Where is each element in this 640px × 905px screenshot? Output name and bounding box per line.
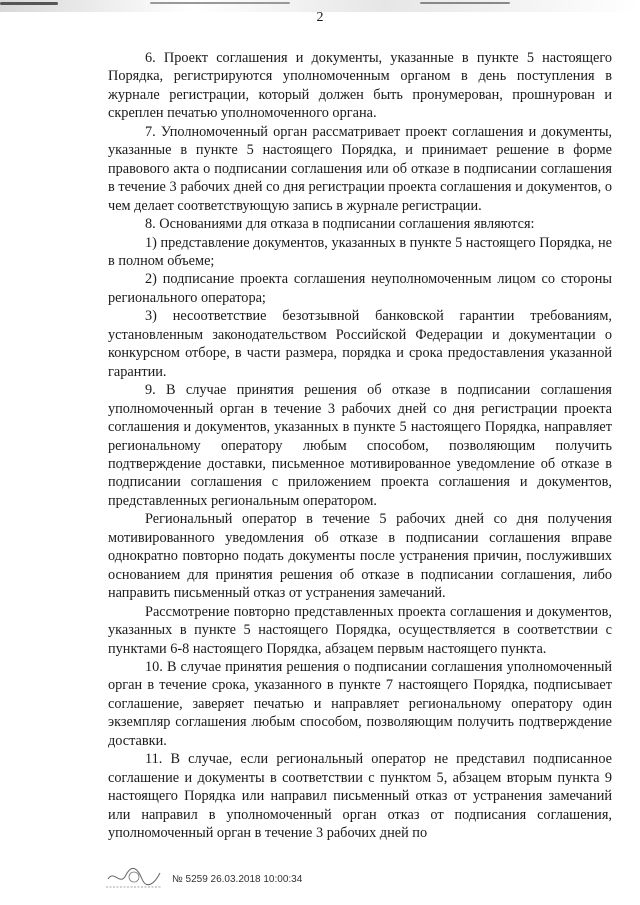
paragraph: Рассмотрение повторно представленных проекта соглашения и документов, указанных в пункте 5 настоящего Порядка, осуществляется в соответствии с пунктами 6-8 настоящего Порядка, абзацем первым настоящего пункта. (108, 603, 612, 657)
paragraph: 11. В случае, если региональный оператор не представил подписанное соглашение и документы в соответствии с пунктом 5, абзацем вторым пункта 9 настоящего Порядка или направил письменный отказ от устранения замечаний или направил в уполномоченный орган отказ от подписания соглашения, уполномоченный орган в течение 3 рабочих дней по (108, 751, 612, 842)
paragraph: 3) несоответствие безотзывной банковской гарантии требованиям, установленным законодательством Российской Федерации и документации о конкурсном отборе, в части размера, порядка и срока предоставления указанной гарантии. (108, 308, 612, 380)
paragraph: 10. В случае принятия решения о подписании соглашения уполномоченный орган в течение срока, указанного в пункте 7 настоящего Порядка, подписывает соглашение, заверяет печатью и направляет региональному оператору один экземпляр соглашения любым способом, позволяющим получить подтверждение доставки. (108, 658, 612, 749)
registration-number: № 5259 26.03.2018 10:00:34 (172, 874, 303, 885)
scan-streak (420, 2, 510, 4)
scan-streak (150, 2, 290, 4)
scan-streak (0, 2, 58, 5)
registration-footer (104, 865, 404, 895)
paragraph: 7. Уполномоченный орган рассматривает проект соглашения и документы, указанные в пункте 5 настоящего Порядка, и принимает решение в форме правового акта о подписании соглашения или об отказе в подписании соглашения в течение 3 рабочих дней со дня регистрации проекта соглашения и документов, о чем делает соответствующую запись в журнале регистрации. (108, 123, 612, 214)
paragraph: 6. Проект соглашения и документы, указанные в пункте 5 настоящего Порядка, регистрируются уполномоченным органом в день поступления в журнале регистрации, который должен быть пронумерован, прошнурован и скреплен печатью уполномоченного органа. (108, 50, 612, 122)
document-body (108, 49, 612, 842)
paragraph: 1) представление документов, указанных в пункте 5 настоящего Порядка, не в полном объеме; (108, 234, 612, 269)
paragraph: Региональный оператор в течение 5 рабочих дней со дня получения мотивированного уведомления об отказе в подписании соглашения вправе однократно повторно подать документы после устранения причин, послуживших основанием для принятия решения об отказе в подписании соглашения, либо направить письменный отказ от устранения замечаний. (108, 511, 612, 602)
paragraph: 9. В случае принятия решения об отказе в подписании соглашения уполномоченный орган в течение 3 рабочих дней со дня регистрации проекта соглашения и документов, указанных в пункте 5 настоящего Порядка, направляет региональному оператору любым способом, позволяющим получить подтверждение доставки, письменное мотивированное уведомление об отказе в подписании соглашения с приложением проекта соглашения и документов, представленных региональным оператором. (108, 382, 612, 509)
page-number: 2 (316, 10, 324, 25)
paragraph: 2) подписание проекта соглашения неуполномоченным лицом со стороны регионального оператора; (108, 271, 612, 306)
signature-stamp-icon (104, 865, 164, 891)
paragraph: 8. Основаниями для отказа в подписании соглашения являются: (145, 216, 535, 233)
